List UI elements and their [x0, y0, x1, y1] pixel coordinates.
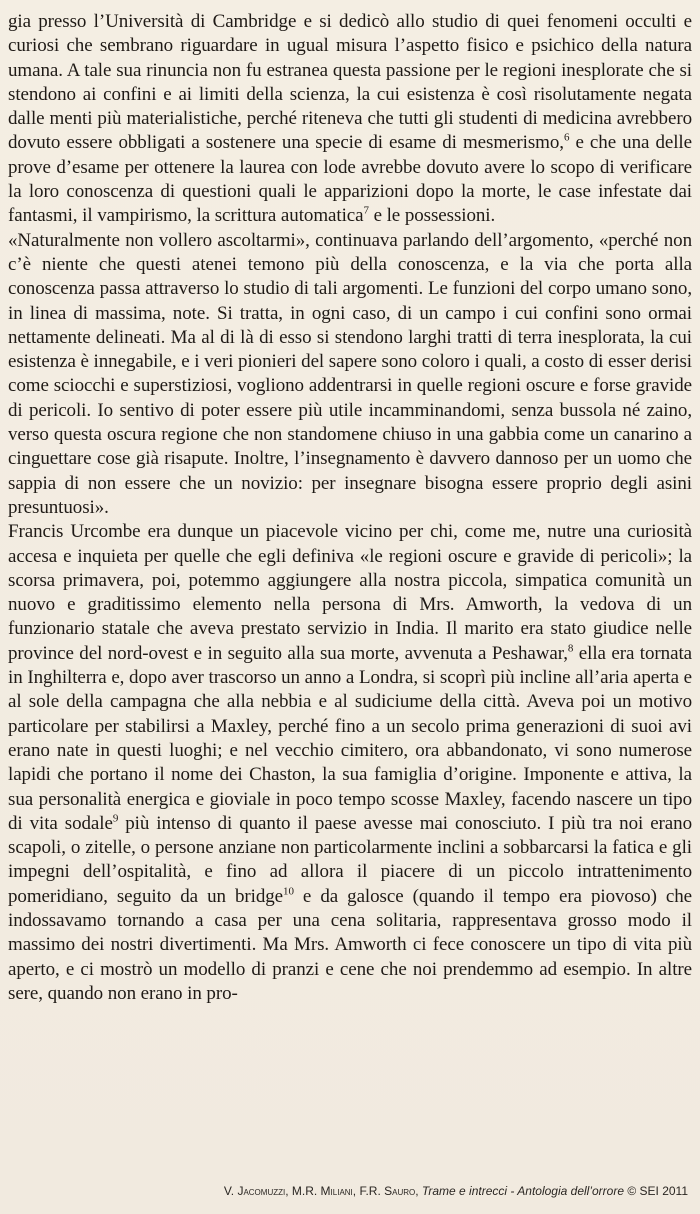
text-run: ella era tornata in Inghilterra e, dopo aver trascorso un anno a Londra, si scoprì più incline all’aria aperta e al sole della campagna che alla nebbia e al sudiciume della città. Aveva poi un motivo particolare per stabilirsi a Maxley, perché fino a un secolo prima generazioni di suoi avi erano nate in questi luoghi; e nel vecchio cimitero, ora abbandonato, vi sono numerose lapidi che portano il nome dei Chaston, la sua famiglia d’origine. Imponente e attiva, la sua personalità energica e gioviale in poco tempo scosse Maxley, facendo nascere un tipo di vita sodale: [8, 642, 692, 834]
text-run: «Naturalmente non vollero ascoltarmi», continuava parlando dell’argomento, «perché non c’è niente che questi atenei temono più della conoscenza, e la via che porta alla conoscenza passa attraverso lo studio di tali argomenti. Le funzioni del corpo umano sono, in linea di massima, note. Si tratta, in ogni caso, di un campo i cui confini sono ormai nettamente delineati. Ma al di là di esso si stendono larghi tratti di terra inesplorata, la cui esistenza è innegabile, e i veri pionieri del sapere sono coloro i quali, a costo di esser derisi come sciocchi e superstiziosi, vogliono addentrarsi in quelle regioni oscure e forse gravide di pericoli. Io sentivo di poter essere più utile incamminandomi, senza bussola né zaino, verso questa oscura regione che non standomene chiuso in una gabbia come un canarino a cinguettare cose già risapute. Inoltre, l’insegnamento è davvero dannoso per un uomo che sappia di non essere che un novizio: per insegnare bisogna essere proprio degli asini presuntuosi».: [8, 229, 692, 518]
text-run: più intenso di quanto il paese avesse mai conosciuto. I più tra noi erano scapoli, o zitelle, o persone anziane non particolarmente inclini a sobbarcarsi la fatica e gli impegni dell’ospitalità, e fino ad allora il piacere di un piccolo intrattenimento pomeridiano, seguito da un bridge: [8, 812, 692, 907]
text-run: e le possessioni.: [368, 205, 496, 227]
body-text: [8, 10, 692, 1006]
text-run: gia presso l’Università di Cambridge e si dedicò allo studio di quei fenomeni occulti e curiosi che sembrano riguardare in ugual misura l’aspetto fisico e psichico della natura umana. A tale sua rinuncia non fu estranea questa passione per le regioni inesplorate che si stendono ai confini e ai limiti della scienza, la cui esistenza è così risolutamente negata dalle menti più materialistiche, perché riteneva che tutti gli studenti di medicina avrebbero dovuto essere obbligati a sostenere una specie di esame di mesmerismo,: [8, 11, 692, 154]
footnote-marker: 8: [567, 642, 574, 655]
footnote-marker: 10: [283, 885, 294, 898]
footer-title: Trame e intrecci - Antologia dell’orrore: [421, 1184, 624, 1198]
text-run: e da galosce (quando il tempo era piovoso) che indossavamo tornando a casa per una cena solitaria, rappresentava grosso modo il massimo dei nostri divertimenti. Ma Mrs. Amworth ci fece conoscere un tipo di vita più aperto, e ci mostrò un modello di pranzi e cene che noi prendemmo ad esempio. In altre sere, quando non erano in pro-: [8, 885, 693, 1004]
text-run: e che una delle prove d’esame per ottenere la laurea con lode avrebbe dovuto avere lo scopo di verificare la loro conoscenza di questioni quali le apparizioni dopo la morte, le case infestate dai fantasmi, il vampirismo, la scrittura automatica: [8, 132, 692, 227]
footer-authors: V. Jacomuzzi, M.R. Miliani, F.R. Sauro,: [223, 1184, 419, 1198]
paragraph: [8, 520, 692, 1006]
text-run: Francis Urcombe era dunque un piacevole vicino per chi, come me, nutre una curiosità accesa e inquieta per quelle che egli definiva «le regioni oscure e gravide di pericoli»; la scorsa primavera, poi, potemmo aggiungere alla nostra piccola, simpatica comunità un nuovo e graditissimo elemento nella persona di Mrs. Amworth, la vedova di un funzionario statale che aveva prestato servizio in India. Il marito era stato giudice nelle province del nord-ovest e in seguito alla sua morte, avvenuta a Peshawar,: [8, 521, 692, 664]
paragraph: [8, 229, 692, 521]
page-footer: [224, 1184, 688, 1198]
footnote-marker: 7: [363, 205, 369, 218]
paragraph: [8, 10, 692, 229]
footnote-marker: 6: [563, 132, 570, 145]
footer-copyright: © SEI 2011: [627, 1184, 688, 1198]
footnote-marker: 9: [112, 812, 119, 825]
